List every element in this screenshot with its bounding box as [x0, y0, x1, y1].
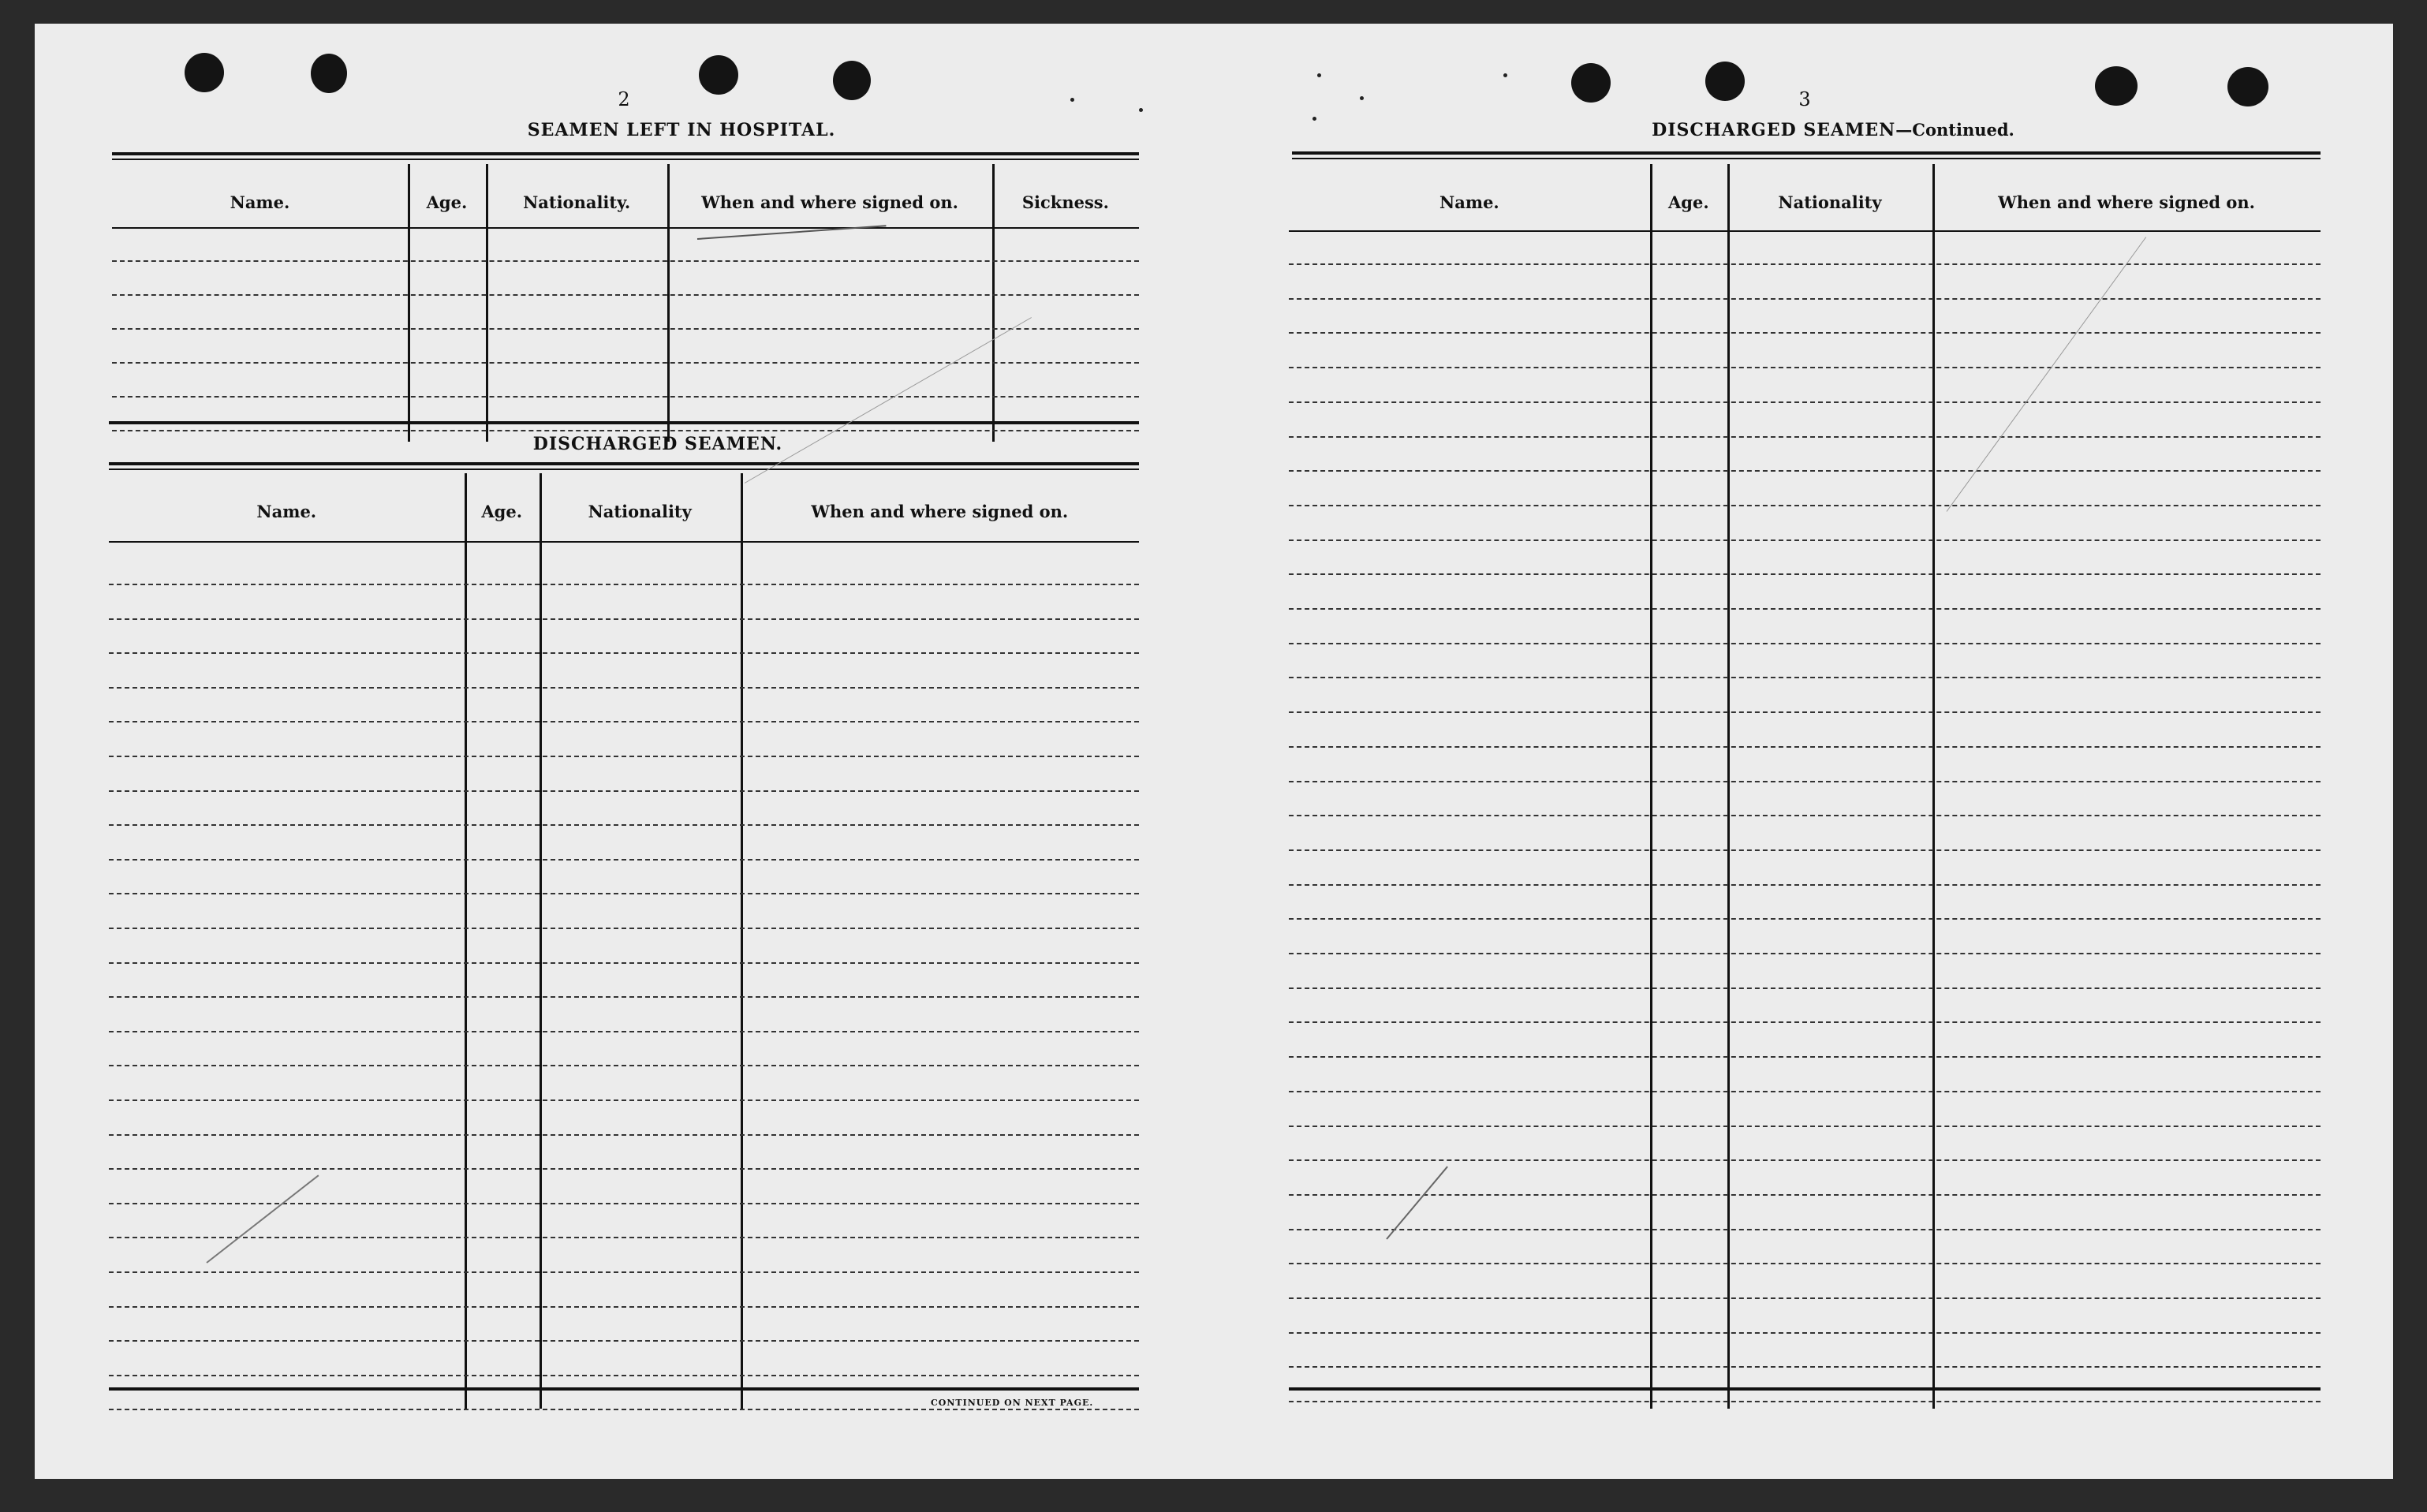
punch-hole — [2227, 67, 2268, 106]
entry-row-line — [1289, 573, 2321, 575]
entry-row-line — [1289, 608, 2321, 610]
entry-row-line — [1289, 884, 2321, 886]
entry-row-line — [109, 756, 1139, 757]
page-number-right: 3 — [1798, 88, 1811, 110]
entry-row-line — [109, 859, 1139, 861]
column-divider — [540, 473, 542, 1409]
entry-row-line — [109, 721, 1139, 722]
entry-row-line — [1289, 1332, 2321, 1334]
entry-row-line — [109, 618, 1139, 620]
hospital-section-title: SEAMEN LEFT IN HOSPITAL. — [527, 120, 836, 140]
entry-row-line — [1289, 711, 2321, 713]
header-underline — [109, 541, 1139, 543]
entry-row-line — [109, 1375, 1139, 1376]
column-header: Nationality — [1778, 192, 1882, 212]
punch-hole — [2095, 66, 2138, 106]
entry-row-line — [109, 1409, 1139, 1410]
discharged-section-title: DISCHARGED SEAMEN. — [532, 434, 783, 454]
discharged-top-rule — [109, 421, 1139, 424]
title-text: DISCHARGED SEAMEN — [1652, 120, 1896, 140]
entry-row-line — [1289, 781, 2321, 782]
column-divider — [1932, 164, 1935, 1409]
column-header: Sickness. — [1021, 192, 1109, 212]
column-header: Name. — [230, 192, 290, 212]
hospital-table — [112, 164, 1139, 442]
column-divider — [465, 473, 467, 1409]
entry-row-line — [1289, 746, 2321, 748]
right-top-rule-2 — [1292, 158, 2321, 159]
entry-row-line — [109, 1271, 1139, 1273]
column-header: Age. — [1668, 192, 1709, 212]
discharged-bottom-rule — [109, 1387, 1139, 1391]
ink-speck — [1317, 73, 1321, 77]
column-divider — [667, 164, 670, 442]
ink-speck — [1312, 117, 1316, 121]
entry-row-line — [112, 396, 1139, 398]
discharged-mid-rule-2 — [109, 469, 1139, 470]
column-divider — [486, 164, 488, 442]
page-number-left: 2 — [618, 88, 630, 110]
right-bottom-rule — [1289, 1387, 2321, 1391]
ink-speck — [1503, 73, 1507, 77]
entry-row-line — [109, 1065, 1139, 1066]
entry-row-line — [1289, 815, 2321, 816]
entry-row-line — [109, 652, 1139, 654]
entry-row-line — [109, 962, 1139, 964]
title-suffix: —Continued. — [1895, 120, 2014, 140]
punch-hole — [833, 61, 871, 100]
entry-row-line — [1289, 1263, 2321, 1264]
column-header: When and where signed on. — [1998, 192, 2255, 212]
discharged-continued-title — [1596, 120, 2070, 140]
column-divider — [1727, 164, 1730, 1409]
entry-row-line — [1289, 987, 2321, 989]
hospital-top-rule-2 — [112, 159, 1139, 160]
entry-row-line — [1289, 539, 2321, 541]
discharged-continued-table — [1289, 164, 2321, 1391]
entry-row-line — [112, 328, 1139, 330]
entry-row-line — [1289, 1056, 2321, 1058]
discharged-table — [109, 473, 1139, 1414]
ink-speck — [1360, 96, 1364, 100]
continued-note: CONTINUED ON NEXT PAGE. — [931, 1398, 1094, 1408]
column-header: Nationality — [588, 502, 692, 521]
entry-row-line — [1289, 918, 2321, 920]
column-header: Nationality. — [523, 192, 631, 212]
entry-row-line — [109, 893, 1139, 894]
entry-row-line — [1289, 1229, 2321, 1230]
right-top-rule — [1292, 151, 2321, 155]
entry-row-line — [109, 1306, 1139, 1308]
entry-row-line — [109, 1168, 1139, 1170]
entry-row-line — [1289, 1194, 2321, 1196]
entry-row-line — [1289, 643, 2321, 644]
column-header: Name. — [1439, 192, 1499, 212]
entry-row-line — [109, 1237, 1139, 1238]
column-header: When and where signed on. — [701, 192, 958, 212]
entry-row-line — [112, 294, 1139, 296]
column-header: Age. — [481, 502, 523, 521]
entry-row-line — [109, 928, 1139, 929]
punch-hole — [1705, 62, 1745, 101]
column-header: Age. — [426, 192, 468, 212]
entry-row-line — [112, 430, 1139, 431]
entry-row-line — [109, 687, 1139, 689]
entry-row-line — [1289, 1091, 2321, 1092]
entry-row-line — [1289, 677, 2321, 678]
column-header: When and where signed on. — [811, 502, 1069, 521]
entry-row-line — [1289, 263, 2321, 265]
column-divider — [741, 473, 743, 1409]
hospital-top-rule — [112, 152, 1139, 155]
entry-row-line — [1289, 1366, 2321, 1368]
entry-row-line — [1289, 1401, 2321, 1402]
entry-row-line — [1289, 1126, 2321, 1127]
punch-hole — [311, 54, 347, 93]
entry-row-line — [1289, 953, 2321, 954]
entry-row-line — [1289, 849, 2321, 851]
entry-row-line — [109, 584, 1139, 585]
entry-row-line — [1289, 332, 2321, 334]
entry-row-line — [109, 996, 1139, 998]
entry-row-line — [109, 824, 1139, 826]
column-header: Name. — [256, 502, 317, 521]
entry-row-line — [112, 362, 1139, 364]
punch-hole — [1571, 63, 1611, 103]
ink-speck — [1070, 98, 1074, 102]
entry-row-line — [1289, 505, 2321, 506]
header-underline — [112, 227, 1139, 229]
punch-hole — [699, 55, 738, 95]
entry-row-line — [109, 1031, 1139, 1032]
column-divider — [1650, 164, 1652, 1409]
entry-row-line — [1289, 1297, 2321, 1299]
entry-row-line — [109, 1134, 1139, 1136]
header-underline — [1289, 230, 2321, 232]
entry-row-line — [1289, 436, 2321, 438]
entry-row-line — [1289, 298, 2321, 300]
entry-row-line — [109, 1099, 1139, 1101]
entry-row-line — [1289, 470, 2321, 472]
entry-row-line — [1289, 1159, 2321, 1161]
entry-row-line — [1289, 401, 2321, 403]
discharged-mid-rule — [109, 462, 1139, 465]
entry-row-line — [1289, 367, 2321, 368]
entry-row-line — [109, 1340, 1139, 1342]
entry-row-line — [112, 260, 1139, 262]
column-divider — [992, 164, 995, 442]
entry-row-line — [1289, 1021, 2321, 1023]
ledger-sheet — [35, 24, 2393, 1479]
punch-hole — [185, 53, 224, 92]
column-divider — [408, 164, 410, 442]
entry-row-line — [109, 790, 1139, 792]
entry-row-line — [109, 1203, 1139, 1204]
ink-speck — [1139, 108, 1143, 112]
